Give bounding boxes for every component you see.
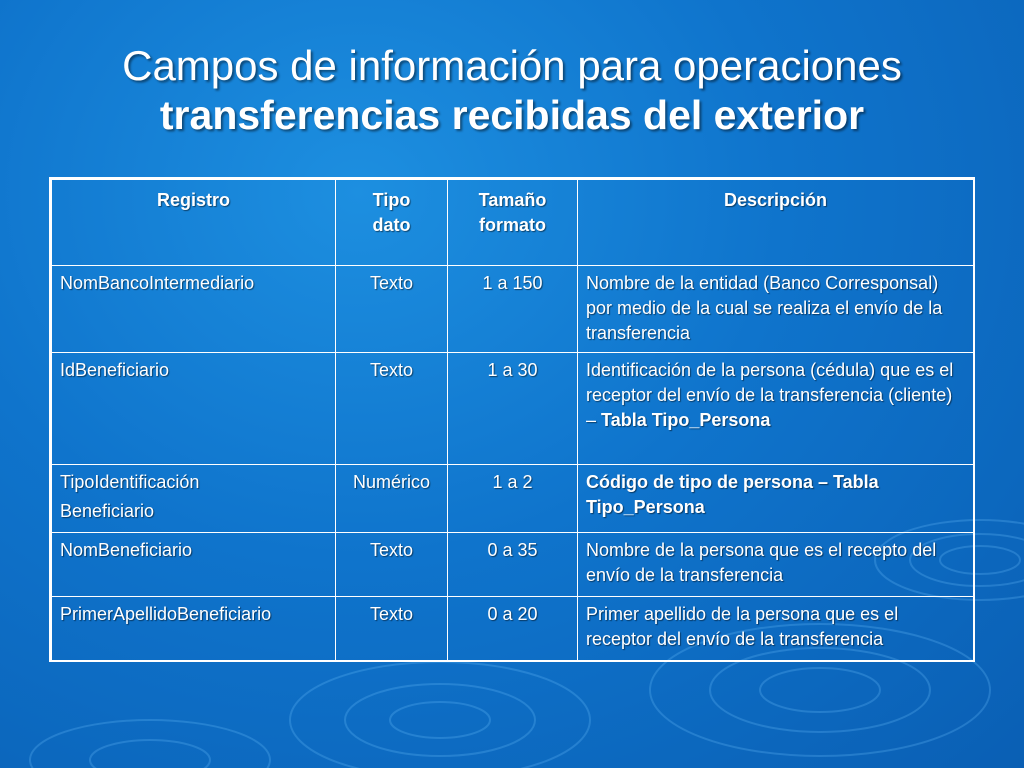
header-tamano-line-2: formato	[479, 215, 546, 235]
table-header-row	[52, 180, 974, 266]
cell-descripcion: Nombre de la persona que es el recepto del envío de la transferencia	[578, 533, 974, 597]
header-tamano-formato	[448, 180, 578, 266]
cell-descripcion: Nombre de la entidad (Banco Corresponsal) por medio de la cual se realiza el envío de la transferencia	[578, 266, 974, 353]
cell-tipo: Texto	[336, 353, 448, 465]
table-row	[52, 353, 974, 465]
descripcion-bold-text: Tabla Tipo_Persona	[601, 410, 771, 430]
cell-tamano: 1 a 30	[448, 353, 578, 465]
cell-descripcion	[578, 353, 974, 465]
cell-tamano: 1 a 150	[448, 266, 578, 353]
header-descripcion: Descripción	[578, 180, 974, 266]
table-row	[52, 597, 974, 661]
header-tipo-dato	[336, 180, 448, 266]
header-registro: Registro	[52, 180, 336, 266]
cell-tamano: 1 a 2	[448, 465, 578, 533]
fields-table	[49, 177, 975, 662]
cell-tipo: Texto	[336, 533, 448, 597]
cell-tipo: Numérico	[336, 465, 448, 533]
title-line-2: transferencias recibidas del exterior	[159, 92, 865, 138]
header-tipo-dato-line-2: dato	[372, 215, 411, 235]
descripcion-text: Identificación de la persona (cédula) que es el receptor del envío de la transferencia (cliente) –	[586, 360, 954, 430]
cell-tamano: 0 a 20	[448, 597, 578, 661]
cell-registro: NomBeneficiario	[52, 533, 336, 597]
cell-registro: IdBeneficiario	[52, 353, 336, 465]
registro-line-1: TipoIdentificación	[60, 472, 200, 492]
header-tamano-line-1: Tamaño	[478, 190, 547, 210]
table-row	[52, 533, 974, 597]
cell-registro: NomBancoIntermediario	[52, 266, 336, 353]
cell-tipo: Texto	[336, 266, 448, 353]
cell-registro: PrimerApellidoBeneficiario	[52, 597, 336, 661]
table-row	[52, 266, 974, 353]
cell-descripcion: Código de tipo de persona – Tabla Tipo_Persona	[578, 465, 974, 533]
table-row	[52, 465, 974, 533]
cell-descripcion: Primer apellido de la persona que es el receptor del envío de la transferencia	[578, 597, 974, 661]
cell-tipo: Texto	[336, 597, 448, 661]
title-line-1: Campos de información para operaciones	[122, 42, 902, 89]
header-tipo-dato-line-1: Tipo	[372, 190, 411, 210]
registro-line-2: Beneficiario	[60, 501, 155, 521]
cell-tamano: 0 a 35	[448, 533, 578, 597]
cell-registro	[52, 465, 336, 533]
slide-title	[0, 42, 1024, 140]
